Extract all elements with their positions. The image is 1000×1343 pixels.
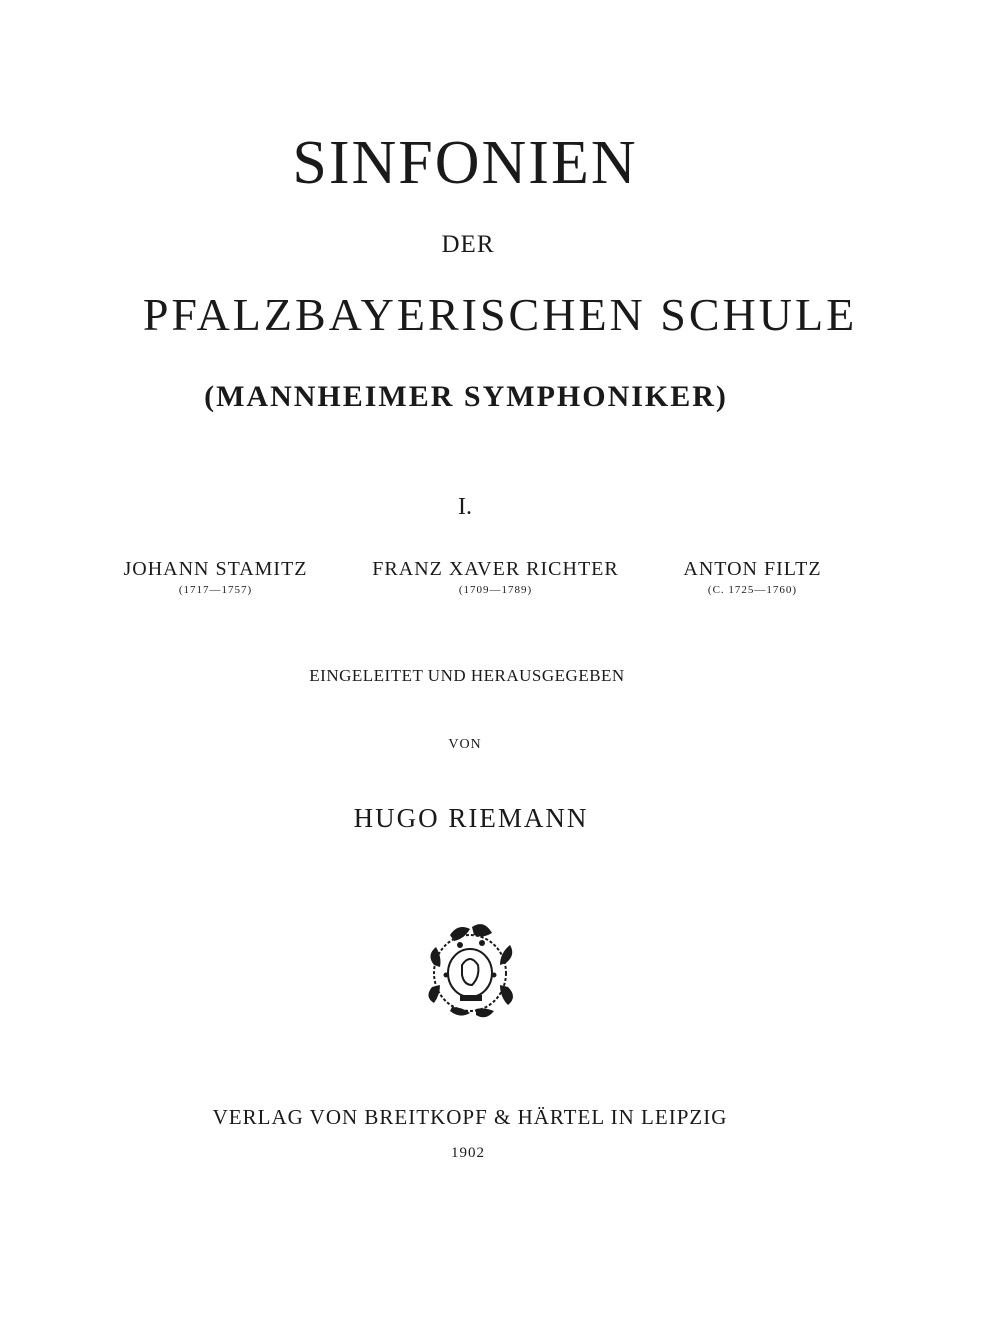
composer-dates: (C. 1725—1760) [707,584,798,596]
title-main: SINFONIEN [292,129,638,197]
edited-line: EINGELEITET UND HERAUSGEGEBEN [309,666,625,685]
title-connector: DER [441,231,495,258]
composer-name: ANTON FILTZ [683,558,822,580]
composer-richter [348,558,643,596]
publication-year: 1902 [451,1145,485,1161]
composer-name: FRANZ XAVER RICHTER [372,558,619,580]
editor-name: HUGO RIEMANN [353,803,589,833]
composer-dates: (1717—1757) [178,584,253,596]
composer-stamitz [108,558,323,596]
von-line: VON [448,737,482,752]
title-school: PFALZBAYERISCHEN SCHULE [142,289,858,340]
composer-filtz [670,558,835,596]
subtitle: (MANNHEIMER SYMPHONIKER) [204,380,728,413]
publisher-line: VERLAG VON BREITKOPF & HÄRTEL IN LEIPZIG [212,1105,728,1129]
composers-row [100,558,860,608]
composer-dates: (1709—1789) [458,584,533,596]
composer-name: JOHANN STAMITZ [123,558,308,580]
volume-number: I. [458,494,472,520]
publisher-emblem-icon [420,915,520,1025]
